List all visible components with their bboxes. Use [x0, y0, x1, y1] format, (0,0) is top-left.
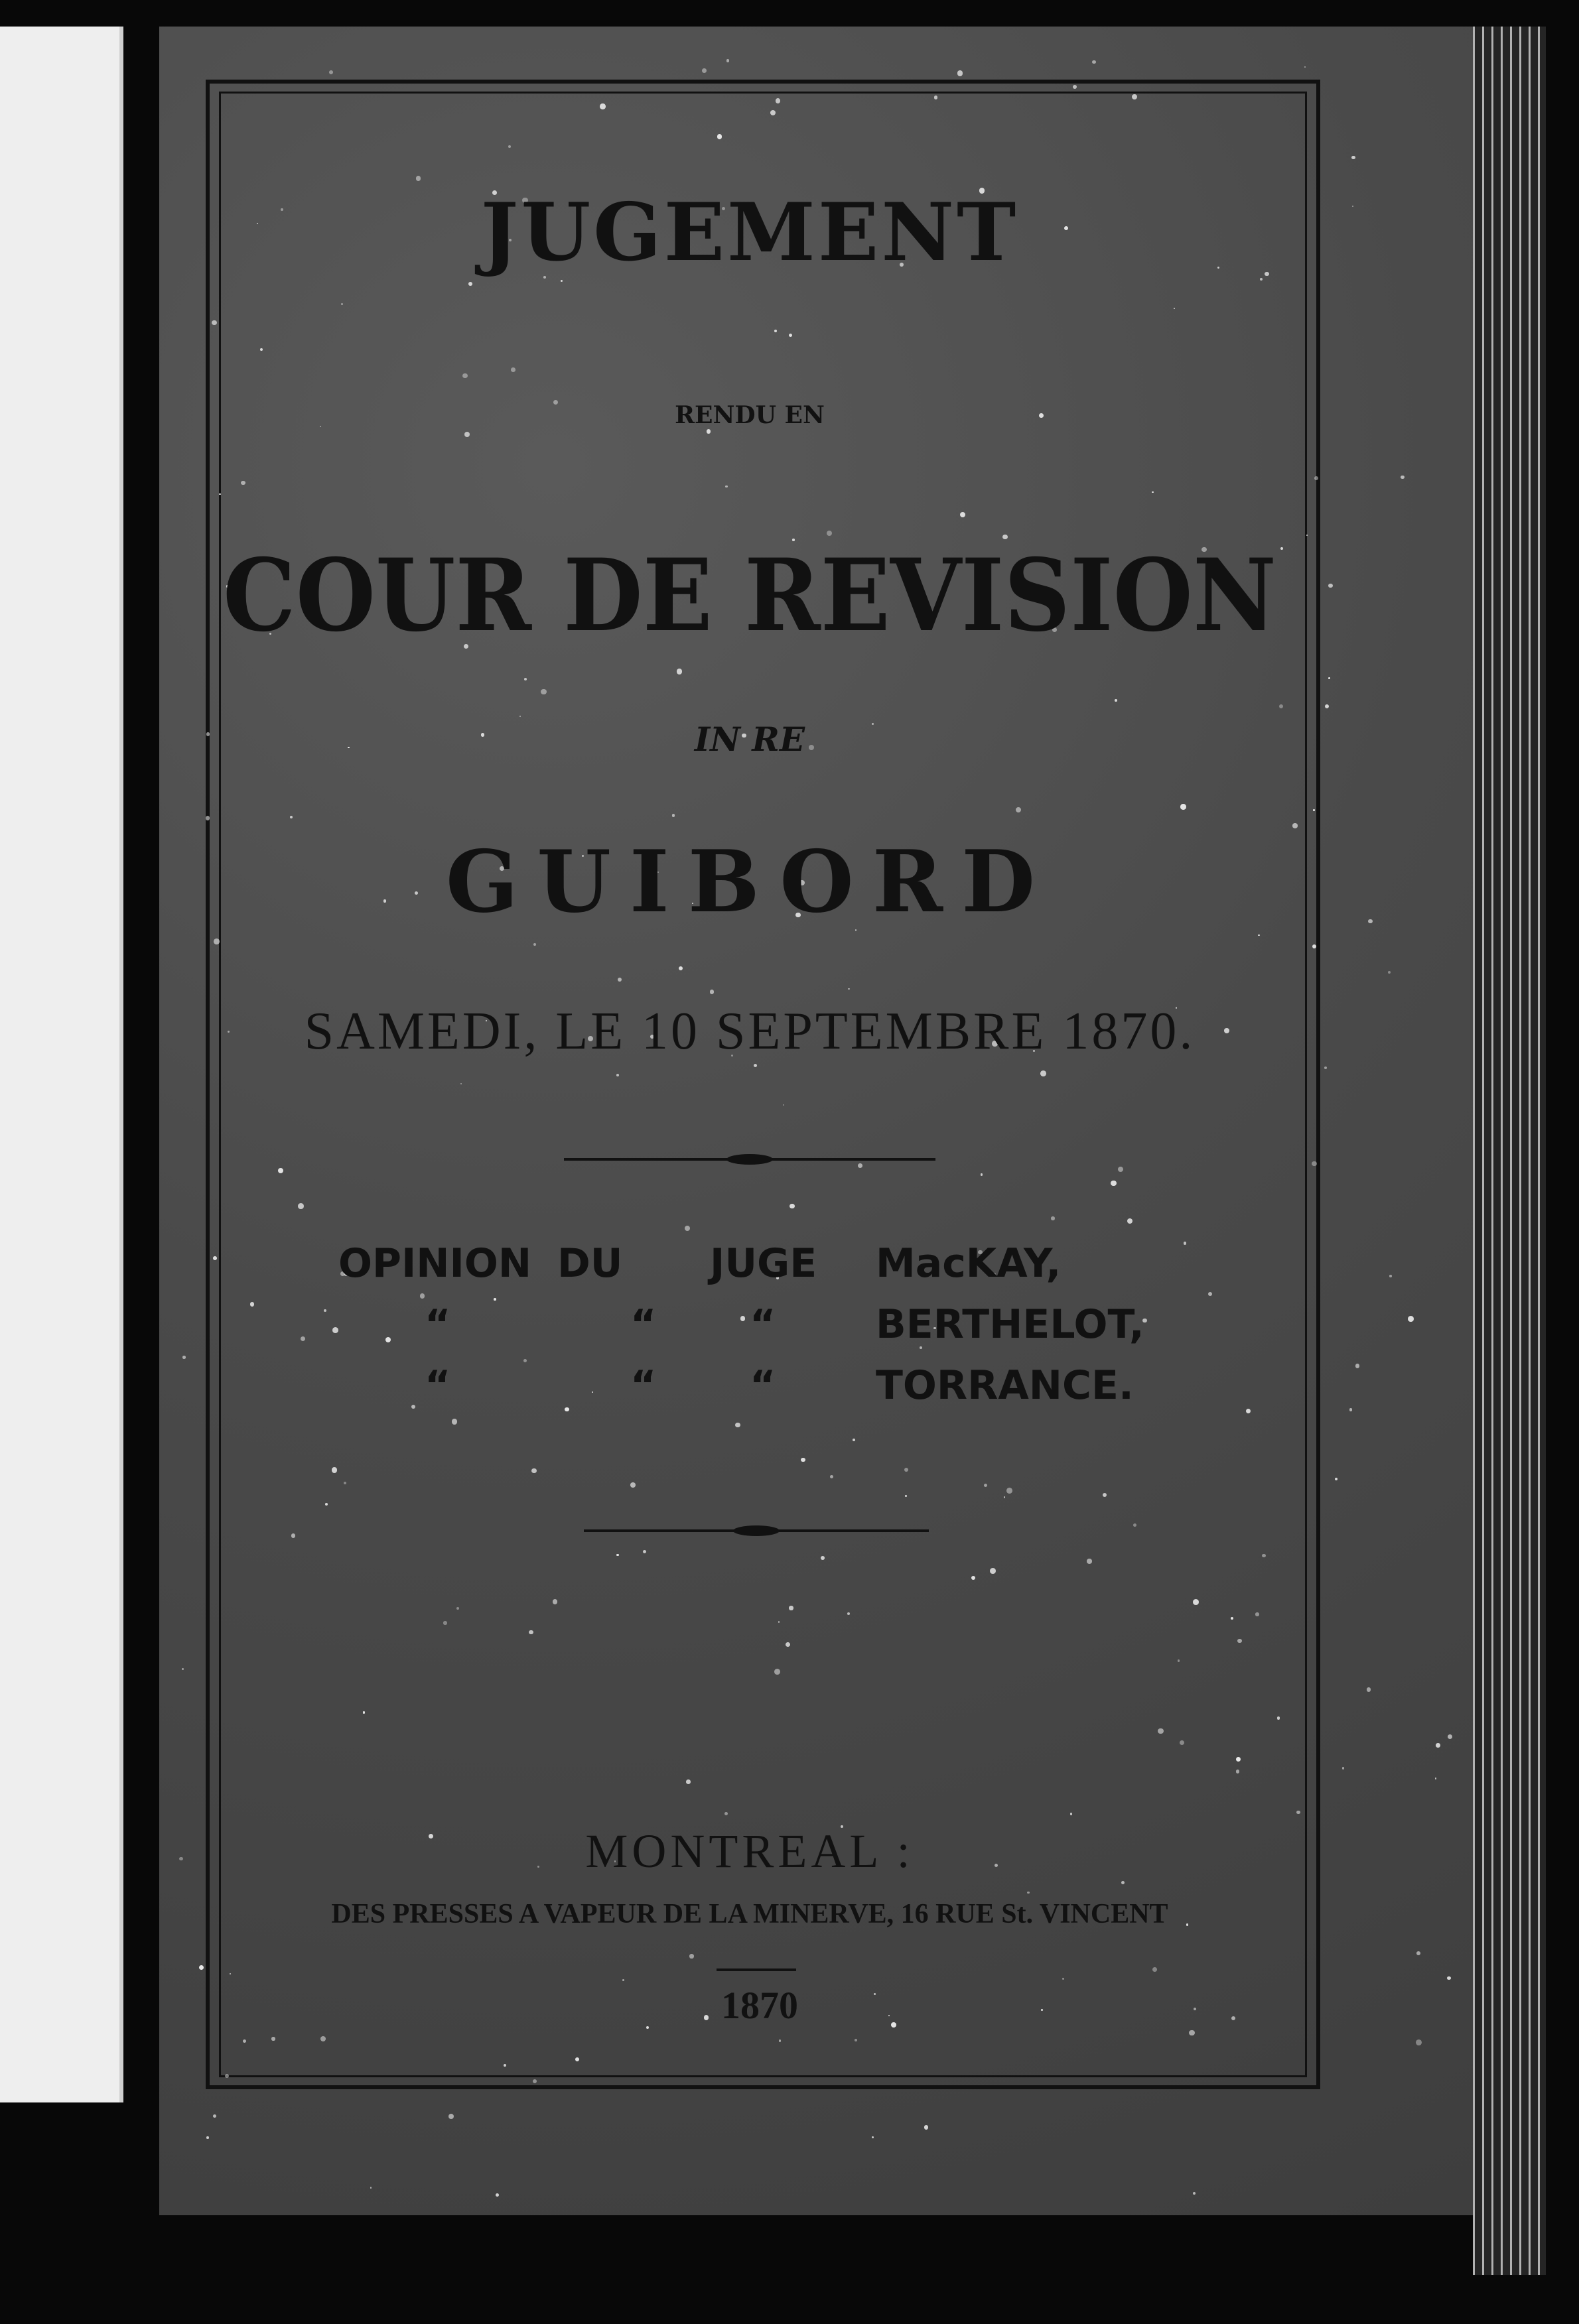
paper-speck — [1193, 1599, 1199, 1605]
paper-speck — [1092, 60, 1095, 64]
paper-speck — [1389, 1275, 1391, 1277]
paper-speck — [801, 1458, 805, 1462]
paper-speck — [957, 70, 963, 76]
cover-in-re: IN RE — [694, 720, 805, 759]
paper-speck — [1314, 476, 1318, 480]
paper-speck — [774, 1669, 780, 1675]
paper-speck — [1447, 1976, 1450, 1980]
judge-name: TORRANCE. — [876, 1362, 1134, 1409]
imprint-divider — [717, 1969, 796, 1971]
paper-speck — [1255, 1612, 1259, 1616]
paper-speck — [1121, 1881, 1125, 1884]
paper-speck — [710, 990, 714, 994]
paper-speck — [735, 1423, 740, 1428]
paper-speck — [468, 282, 472, 286]
paper-speck — [1236, 1770, 1240, 1774]
paper-speck — [1351, 156, 1355, 159]
opinion-du: DU — [557, 1240, 623, 1287]
paper-speck — [616, 1074, 619, 1076]
ditto-mark: “ — [630, 1301, 657, 1348]
paper-speck — [462, 373, 467, 378]
paper-speck — [1408, 1316, 1414, 1322]
paper-speck — [689, 1954, 693, 1958]
paper-speck — [511, 367, 515, 372]
ditto-mark: “ — [425, 1301, 451, 1348]
imprint-year: 1870 — [721, 1984, 798, 2027]
paper-speck — [1401, 476, 1404, 479]
paper-speck — [561, 280, 563, 282]
book-page-edges — [1473, 27, 1546, 2275]
paper-speck — [411, 1405, 415, 1409]
paper-speck — [789, 1606, 793, 1610]
cover-rendu-en: RENDU EN — [675, 401, 825, 429]
paper-speck — [1027, 1892, 1029, 1894]
paper-speck — [790, 1204, 795, 1209]
paper-speck — [1312, 944, 1316, 948]
paper-speck — [830, 1475, 833, 1478]
paper-speck — [241, 481, 245, 485]
paper-speck — [1313, 809, 1315, 811]
imprint-printer: DES PRESSES A VAPEUR DE LA MINERVE, 16 RUE St. VINCENT — [331, 1899, 1168, 1929]
paper-speck — [250, 1302, 255, 1307]
paper-speck — [1312, 1161, 1316, 1166]
paper-speck — [531, 1468, 536, 1473]
paper-speck — [575, 2057, 579, 2061]
judge-name: BERTHELOT, — [876, 1301, 1144, 1348]
paper-speck — [725, 485, 728, 488]
cover-title: JUGEMENT — [480, 186, 1019, 279]
paper-speck — [443, 1621, 446, 1624]
paper-speck — [213, 2114, 216, 2118]
paper-speck — [214, 938, 220, 944]
paper-speck — [213, 1256, 217, 1260]
paper-speck — [320, 2036, 326, 2041]
paper-speck — [329, 70, 333, 74]
paper-speck — [1335, 1478, 1338, 1480]
paper-speck — [1152, 1967, 1157, 1972]
paper-speck — [448, 2114, 454, 2119]
paper-speck — [990, 1568, 996, 1574]
paper-speck — [1133, 1523, 1136, 1527]
paper-speck — [496, 2193, 499, 2197]
cover-date: SAMEDI, LE 10 SEPTEMBRE 1870. — [304, 1002, 1196, 1061]
paper-speck — [1436, 1743, 1440, 1747]
paper-speck — [971, 1576, 975, 1580]
opinion-label: OPINION — [338, 1240, 532, 1287]
paper-speck — [225, 2074, 229, 2078]
adjacent-page-edge — [0, 27, 123, 2102]
paper-speck — [206, 2136, 209, 2139]
cover-case-name: GUIBORD — [445, 832, 1054, 932]
cover-court-name: COUR DE REVISION — [222, 537, 1277, 654]
paper-speck — [1103, 1493, 1107, 1497]
paper-speck — [370, 2187, 372, 2189]
paper-speck — [779, 2039, 782, 2042]
paper-speck — [1435, 1777, 1437, 1779]
paper-speck — [1070, 1813, 1072, 1815]
paper-speck — [1180, 804, 1186, 809]
paper-speck — [1292, 823, 1297, 828]
paper-speck — [325, 1503, 328, 1506]
paper-speck — [686, 1779, 691, 1784]
paper-speck — [821, 1556, 825, 1560]
paper-speck — [341, 303, 343, 305]
paper-speck — [717, 134, 722, 139]
paper-speck — [519, 716, 521, 717]
paper-speck — [219, 493, 221, 495]
paper-speck — [212, 320, 216, 325]
paper-speck — [278, 1168, 283, 1173]
paper-speck — [783, 1104, 784, 1106]
paper-speck — [1416, 2039, 1422, 2045]
paper-speck — [271, 2037, 275, 2040]
paper-speck — [504, 2064, 506, 2067]
paper-speck — [206, 816, 210, 820]
paper-speck — [1277, 1716, 1280, 1719]
paper-speck — [541, 689, 546, 694]
paper-speck — [1258, 935, 1259, 936]
paper-speck — [553, 1599, 558, 1604]
ditto-mark: “ — [425, 1362, 451, 1409]
ditto-mark: “ — [750, 1301, 776, 1348]
paper-speck — [981, 1173, 983, 1175]
paper-speck — [533, 2079, 537, 2083]
paper-speck — [416, 176, 421, 181]
paper-speck — [1062, 1978, 1064, 1980]
paper-speck — [1324, 1066, 1327, 1069]
paper-speck — [494, 1298, 496, 1301]
paper-speck — [984, 1484, 987, 1487]
paper-speck — [853, 1439, 855, 1441]
paper-speck — [724, 1812, 728, 1815]
paper-speck — [1184, 1242, 1187, 1245]
ditto-mark: “ — [750, 1362, 776, 1409]
paper-speck — [363, 1711, 365, 1713]
paper-speck — [618, 978, 622, 982]
paper-speck — [600, 103, 606, 109]
opinion-juge: JUGE — [710, 1240, 817, 1287]
paper-speck — [1193, 2192, 1196, 2195]
paper-speck — [630, 1482, 636, 1488]
cover-border-inner — [219, 92, 1307, 2077]
paper-speck — [924, 2125, 928, 2129]
paper-speck — [786, 1642, 790, 1647]
paper-speck — [1296, 1811, 1300, 1814]
paper-speck — [1127, 1218, 1133, 1224]
ditto-mark: “ — [630, 1362, 657, 1409]
paper-speck — [855, 2039, 857, 2041]
paper-speck — [298, 1203, 304, 1209]
paper-speck — [182, 1356, 185, 1358]
paper-speck — [702, 68, 707, 73]
paper-speck — [1051, 1216, 1055, 1220]
imprint-city: MONTREAL : — [585, 1825, 914, 1878]
paper-speck — [332, 1327, 338, 1333]
judge-name: MacKAY, — [876, 1240, 1062, 1287]
paper-speck — [1087, 1559, 1091, 1563]
paper-speck — [344, 1482, 346, 1484]
paper-speck — [1416, 1951, 1420, 1955]
paper-speck — [464, 432, 470, 437]
paper-speck — [934, 96, 937, 99]
paper-speck — [1111, 1181, 1116, 1186]
paper-speck — [872, 2136, 874, 2138]
paper-speck — [291, 1533, 295, 1537]
